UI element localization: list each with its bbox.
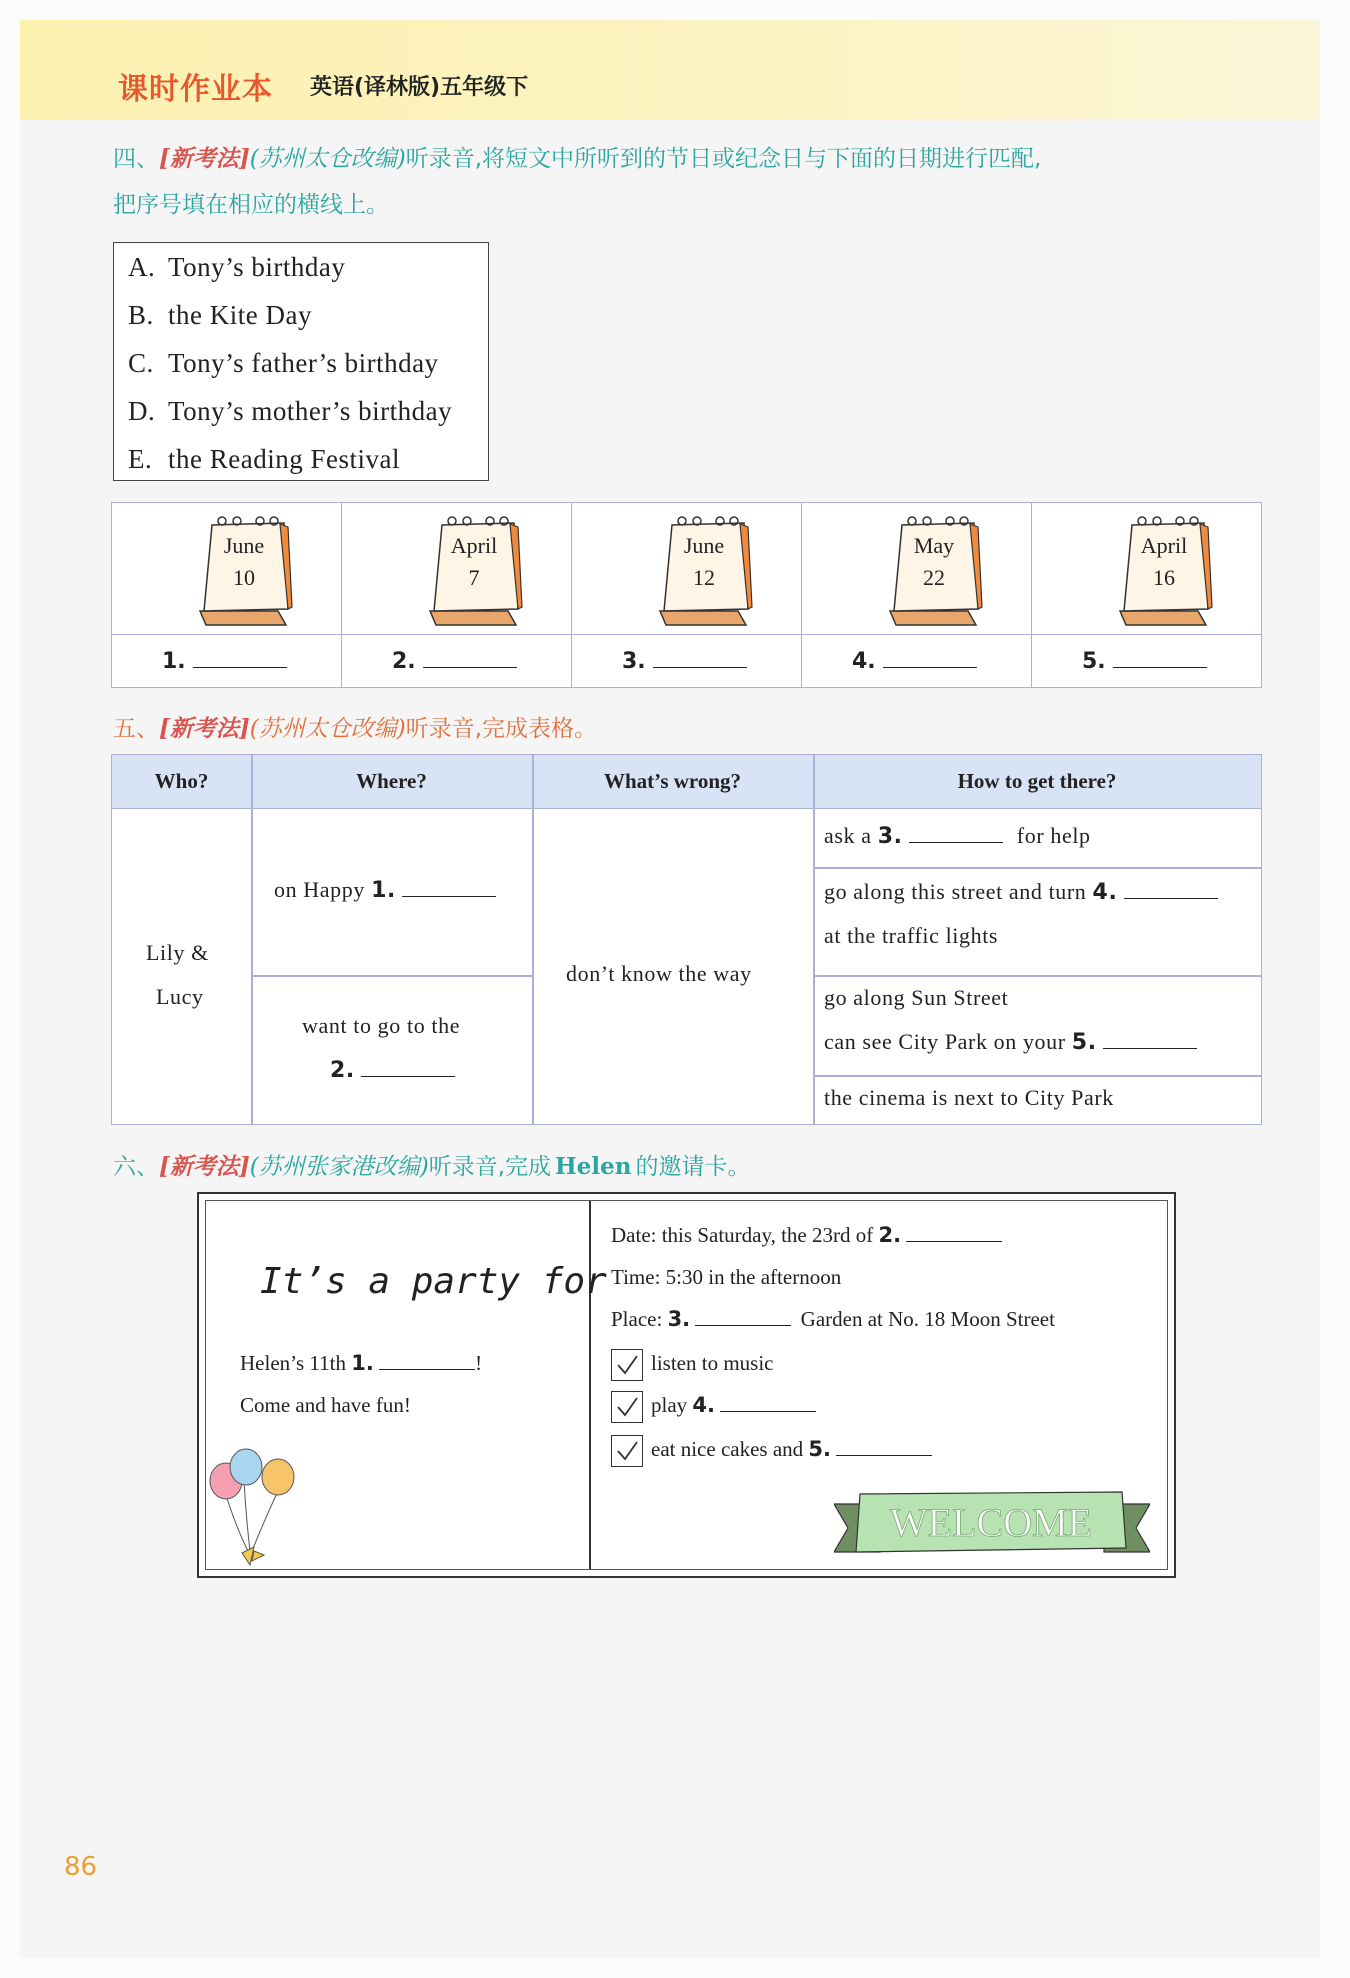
date-text: Date: this Saturday, the 23rd of xyxy=(611,1223,874,1247)
table-divider xyxy=(813,975,1261,977)
header-whats-wrong: What’s wrong? xyxy=(532,755,813,809)
calendar-cell xyxy=(802,503,1032,687)
place-num: 3. xyxy=(667,1307,691,1331)
option-letter: E. xyxy=(128,444,153,474)
date-num: 2. xyxy=(878,1223,902,1247)
place-line xyxy=(611,1307,1055,1332)
check1-text: listen to music xyxy=(651,1350,774,1375)
answer-blank[interactable] xyxy=(402,896,496,897)
check3-num: 5. xyxy=(808,1436,832,1461)
checklist-item-1 xyxy=(611,1349,774,1381)
section5-title xyxy=(113,706,597,752)
header-who: Who? xyxy=(112,755,251,809)
how1-num: 3. xyxy=(877,824,903,849)
where1-text: on Happy xyxy=(274,877,365,902)
come-text: Come and have fun! xyxy=(240,1393,411,1417)
checklist-item-2 xyxy=(611,1391,816,1423)
calendar-day: 16 xyxy=(1153,565,1175,590)
check-icon[interactable] xyxy=(611,1435,643,1467)
section4-prefix: 四、 xyxy=(113,146,159,172)
answer-blank[interactable] xyxy=(906,1241,1002,1242)
checklist-item-3 xyxy=(611,1435,932,1467)
option-b xyxy=(114,291,488,339)
how2-line2: at the traffic lights xyxy=(824,923,999,948)
section5-instruction: 听录音,完成表格。 xyxy=(405,716,598,742)
section4-instruction-line1: 听录音,将短文中所听到的节日或纪念日与下面的日期进行匹配, xyxy=(405,146,1042,172)
check2-text: play xyxy=(651,1392,688,1417)
calendar-month: June xyxy=(223,533,265,558)
answer-slot xyxy=(622,649,747,674)
calendar-month: May xyxy=(913,533,955,558)
helen-line xyxy=(240,1351,482,1376)
check-icon[interactable] xyxy=(611,1349,643,1381)
balloons-icon xyxy=(208,1447,298,1575)
calendar-day: 7 xyxy=(468,565,480,590)
how-row-3b xyxy=(824,1029,1197,1055)
option-e xyxy=(114,435,488,483)
section5-table xyxy=(111,754,1262,1125)
calendar-cell xyxy=(342,503,572,687)
where-cell-1 xyxy=(274,877,496,903)
how2-line1: go along this street and turn xyxy=(824,879,1087,904)
calendar-day: 22 xyxy=(923,565,945,590)
answer-slot xyxy=(162,649,287,674)
header-where: Where? xyxy=(251,755,532,809)
answer-blank[interactable] xyxy=(836,1455,932,1456)
option-text: the Kite Day xyxy=(168,300,312,330)
section6-source: (苏州张家港改编) xyxy=(249,1154,429,1180)
how2-num: 4. xyxy=(1092,880,1118,905)
option-text: Tony’s mother’s birthday xyxy=(168,396,453,426)
section6-instruction-b: Helen xyxy=(555,1153,632,1180)
table-divider xyxy=(813,1075,1261,1077)
answer-number: 2. xyxy=(392,649,416,674)
answer-blank[interactable] xyxy=(653,667,747,668)
book-brand: 课时作业本 xyxy=(118,72,273,107)
answer-blank[interactable] xyxy=(909,842,1003,843)
section6-instruction-c: 的邀请卡。 xyxy=(635,1154,751,1180)
answer-slot xyxy=(392,649,517,674)
helen-end: ! xyxy=(475,1351,483,1375)
option-text: the Reading Festival xyxy=(168,444,400,474)
where1-num: 1. xyxy=(371,878,396,903)
answer-blank[interactable] xyxy=(695,1325,791,1326)
section6-prefix: 六、 xyxy=(113,1154,159,1180)
check-icon[interactable] xyxy=(611,1391,643,1423)
where2-text: want to go to the xyxy=(302,1013,461,1038)
section5-source: (苏州太仓改编) xyxy=(249,716,406,742)
option-letter: C. xyxy=(128,348,154,378)
answer-blank[interactable] xyxy=(1103,1048,1197,1049)
how1-post: for help xyxy=(1016,823,1091,848)
answer-blank[interactable] xyxy=(720,1411,816,1412)
answer-blank[interactable] xyxy=(1124,898,1218,899)
date-line xyxy=(611,1223,1002,1248)
calendar-day: 12 xyxy=(693,565,715,590)
party-heading: It’s a party for xyxy=(260,1261,607,1302)
how1-pre: ask a xyxy=(824,823,872,848)
helen-text: Helen’s 11th xyxy=(240,1351,346,1375)
section4-instruction-line2: 把序号填在相应的横线上。 xyxy=(113,192,389,218)
helen-num: 1. xyxy=(351,1351,374,1375)
table-divider xyxy=(251,755,253,1124)
option-a xyxy=(114,243,488,291)
check2-num: 4. xyxy=(692,1392,715,1417)
calendar-table xyxy=(111,502,1262,688)
options-box xyxy=(113,242,489,481)
option-d xyxy=(114,387,488,435)
where-cell-2 xyxy=(330,1057,455,1083)
book-subtitle: 英语(译林版)五年级下 xyxy=(310,75,529,100)
place-post: Garden at No. 18 Moon Street xyxy=(800,1307,1055,1331)
option-letter: A. xyxy=(128,252,156,282)
calendar-month: June xyxy=(683,533,725,558)
how4-text: the cinema is next to City Park xyxy=(824,1085,1114,1110)
calendar-day: 10 xyxy=(233,565,255,590)
option-letter: D. xyxy=(128,396,156,426)
section4-source: (苏州太仓改编) xyxy=(249,146,406,172)
calendar-month: April xyxy=(1140,533,1188,558)
calendar-cell xyxy=(572,503,802,687)
section6-instruction-a: 听录音,完成 xyxy=(428,1154,552,1180)
time-text: Time: 5:30 in the afternoon xyxy=(611,1265,842,1289)
answer-slot xyxy=(1082,649,1207,674)
calendar-cell xyxy=(1032,503,1261,687)
how3-line2: can see City Park on your xyxy=(824,1029,1066,1054)
how-row-1 xyxy=(824,823,1091,849)
option-text: Tony’s birthday xyxy=(168,252,346,282)
section6-tag: [新考法] xyxy=(159,1153,250,1180)
answer-blank[interactable] xyxy=(379,1369,475,1370)
answer-blank[interactable] xyxy=(423,667,517,668)
check3-text: eat nice cakes and xyxy=(651,1436,804,1461)
answer-number: 5. xyxy=(1082,649,1106,674)
how3-line1: go along Sun Street xyxy=(824,985,1009,1010)
answer-blank[interactable] xyxy=(193,667,287,668)
option-c xyxy=(114,339,488,387)
table-divider xyxy=(532,755,534,1124)
who-line2: Lucy xyxy=(156,984,204,1009)
table-divider xyxy=(251,975,532,977)
card-divider xyxy=(589,1201,591,1569)
answer-blank[interactable] xyxy=(361,1076,455,1077)
welcome-banner xyxy=(834,1490,1150,1562)
section6-title xyxy=(113,1144,751,1190)
answer-number: 3. xyxy=(622,649,646,674)
welcome-text: WELCOME xyxy=(889,1500,1093,1545)
who-line1: Lily & xyxy=(146,940,209,965)
calendar-cell xyxy=(112,503,342,687)
how3-num: 5. xyxy=(1071,1030,1097,1055)
page-number: 86 xyxy=(64,1852,98,1882)
answer-number: 1. xyxy=(162,649,186,674)
answer-number: 4. xyxy=(852,649,876,674)
section4-tag: [新考法] xyxy=(159,145,250,172)
section5-tag: [新考法] xyxy=(159,715,250,742)
where2-num: 2. xyxy=(330,1058,355,1083)
option-letter: B. xyxy=(128,300,154,330)
option-text: Tony’s father’s birthday xyxy=(168,348,439,378)
section5-prefix: 五、 xyxy=(113,716,159,742)
whats-wrong-text: don’t know the way xyxy=(566,961,752,986)
answer-slot xyxy=(852,649,977,674)
header-how: How to get there? xyxy=(813,755,1261,809)
table-divider xyxy=(813,867,1261,869)
table-divider xyxy=(813,755,815,1124)
answer-blank[interactable] xyxy=(1113,667,1207,668)
place-pre: Place: xyxy=(611,1307,663,1331)
section4-title xyxy=(113,136,1263,228)
how-row-2a xyxy=(824,879,1218,905)
calendar-month: April xyxy=(450,533,498,558)
answer-blank[interactable] xyxy=(883,667,977,668)
